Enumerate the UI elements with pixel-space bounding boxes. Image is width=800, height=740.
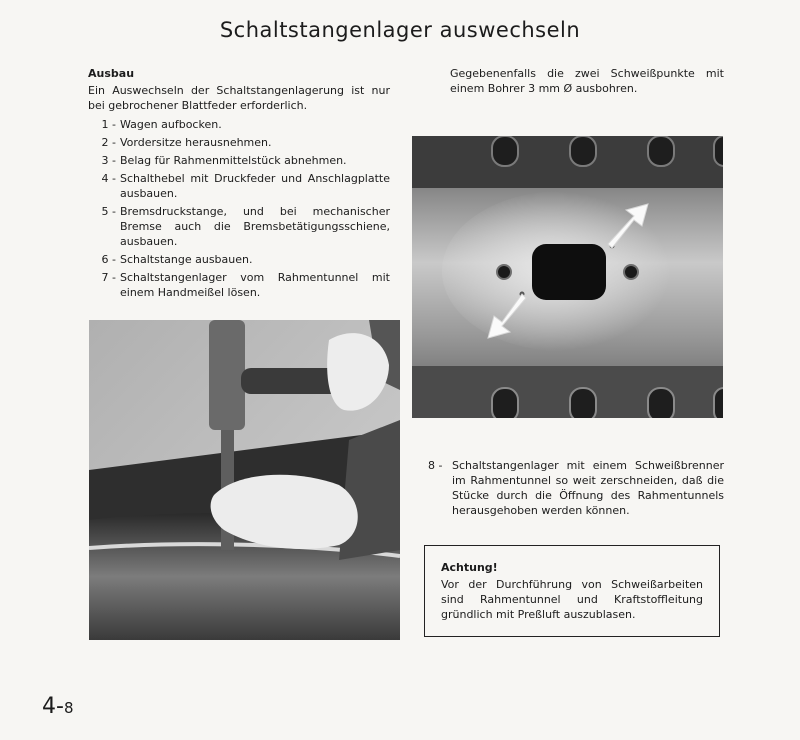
slot xyxy=(714,136,723,166)
steps-list xyxy=(88,117,390,300)
slot xyxy=(492,136,518,166)
step-number: 3 - xyxy=(101,154,116,167)
bottom-rib-band xyxy=(412,366,723,418)
page-title: Schaltstangenlager auswechseln xyxy=(219,18,581,42)
step-text: Schaltstange ausbauen. xyxy=(120,253,253,266)
step-number: 6 - xyxy=(101,253,116,266)
slot xyxy=(648,136,674,166)
list-item xyxy=(88,252,390,267)
list-item xyxy=(88,117,390,132)
slot xyxy=(570,388,596,418)
intro-paragraph: Ein Auswechseln der Schaltstangenlagerung ist nur bei gebrochener Blattfeder erforderlich. xyxy=(88,84,390,112)
step-text: Wagen aufbocken. xyxy=(120,118,222,131)
slot xyxy=(714,388,723,418)
hammer-head xyxy=(209,320,245,430)
step-number: 8 - xyxy=(428,459,443,472)
list-item xyxy=(88,204,390,249)
slot xyxy=(570,136,596,166)
mounting-hole xyxy=(624,265,638,279)
warning-title: Achtung! xyxy=(441,561,498,574)
step-number: 5 - xyxy=(101,205,116,218)
hammer-chisel-photo xyxy=(89,320,400,640)
list-item xyxy=(88,171,390,201)
step-text: Vordersitze herausnehmen. xyxy=(120,136,272,149)
page-chapter: 4- xyxy=(42,694,64,719)
step-text: Schaltstangenlager vom Rahmentunnel mit einem Handmeißel lösen. xyxy=(120,271,390,299)
top-rib-band xyxy=(412,136,723,188)
step-text: Schaltstangenlager mit einem Schweißbrenner im Rahmentunnel so weit zerschneiden, daß die Stücke durch die Öffnung des Rahmentunnels herausgehoben werden können. xyxy=(452,459,724,517)
step-8 xyxy=(428,458,724,518)
slot xyxy=(648,388,674,418)
section-heading-ausbau: Ausbau xyxy=(88,67,135,80)
warning-box xyxy=(424,545,720,637)
page-subnumber: 8 xyxy=(63,699,74,717)
step-text: Belag für Rahmenmittelstück abnehmen. xyxy=(120,154,347,167)
step-number: 7 - xyxy=(101,271,116,284)
step-number: 4 - xyxy=(101,172,116,185)
left-column xyxy=(88,66,390,303)
warning-text: Vor der Durchführung von Schweißarbeiten sind Rahmentunnel und Kraftstoffleitung gründlich mit Preßluft auszublasen. xyxy=(441,578,703,621)
step-number: 2 - xyxy=(101,136,116,149)
drill-instruction: Gegebenenfalls die zwei Schweißpunkte mit einem Bohrer 3 mm Ø ausbohren. xyxy=(450,67,724,95)
page-number xyxy=(42,694,73,719)
slot xyxy=(492,388,518,418)
step-text: Schalthebel mit Druckfeder und Anschlagplatte ausbauen. xyxy=(120,172,390,200)
list-item xyxy=(88,135,390,150)
tunnel-opening xyxy=(532,244,606,300)
step-text: Bremsdruckstange, und bei mechanischer Bremse auch die Bremsbetätigungsschiene, ausbauen. xyxy=(120,205,390,248)
list-item xyxy=(88,153,390,168)
step-number: 1 - xyxy=(101,118,116,131)
mounting-hole xyxy=(497,265,511,279)
list-item xyxy=(88,270,390,300)
frame-tunnel-photo xyxy=(412,136,723,418)
